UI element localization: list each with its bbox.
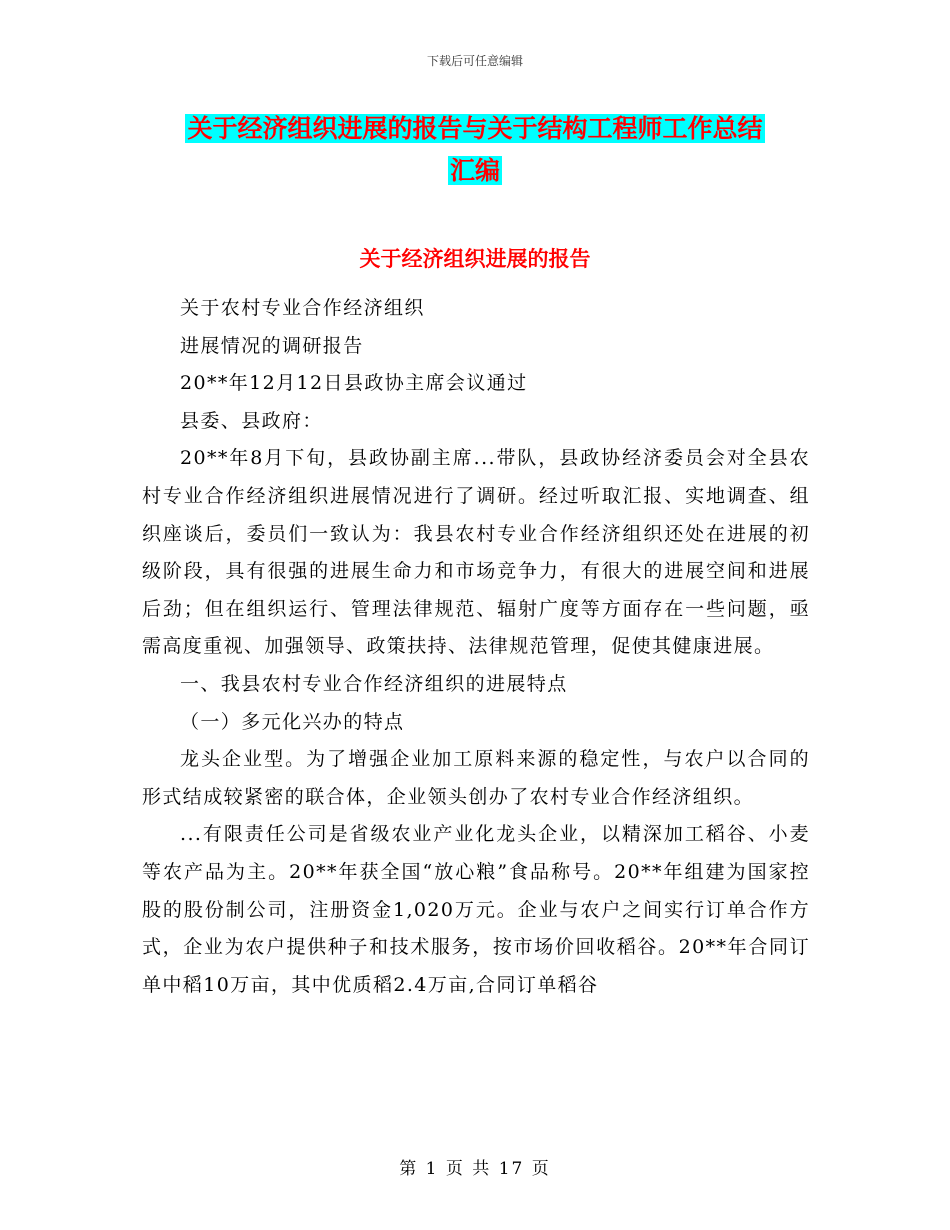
paragraph: 20**年8月下旬，县政协副主席...带队，县政协经济委员会对全县农村专业合作经济组织进展情况进行了调研。经过听取汇报、实地调查、组织座谈后，委员们一致认为：我县农村专业合作经济组织还处在进展的初级阶段，具有很强的进展生命力和市场竞争力，有很大的进展空间和进展后劲；但在组织运行、管理法律规范、辐射广度等方面存在一些问题，亟需高度重视、加强领导、政策扶持、法律规范管理，促使其健康进展。	[142, 447, 810, 658]
document-title-line-1: 关于经济组织进展的报告与关于结构工程师工作总结	[187, 114, 763, 143]
paragraph: 县委、县政府：	[180, 409, 323, 432]
page-header-note: 下载后可任意编辑	[426, 54, 523, 68]
paragraph: 进展情况的调研报告	[180, 334, 364, 357]
paragraph: 20**年12月12日县政协主席会议通过	[180, 372, 528, 395]
paragraph: 一、我县农村专业合作经济组织的进展特点	[180, 672, 568, 695]
page-number-footer: 第 1 页 共 17 页	[399, 1159, 551, 1179]
document-title-line-2: 汇编	[449, 156, 500, 185]
paragraph: （一）多元化兴办的特点	[180, 710, 405, 733]
section-title: 关于经济组织进展的报告	[359, 246, 591, 271]
document-title	[0, 108, 950, 192]
paragraph: 龙头企业型。为了增强企业加工原料来源的稳定性，与农户以合同的形式结成较紧密的联合体，企业领头创办了农村专业合作经济组织。	[142, 748, 810, 808]
document-body	[142, 290, 810, 1004]
paragraph: 关于农村专业合作经济组织	[180, 297, 425, 319]
paragraph: ...有限责任公司是省级农业产业化龙头企业，以精深加工稻谷、小麦等农产品为主。20**年获全国“放心粮”食品称号。20**年组建为国家控股的股份制公司，注册资金1,020万元。企业与农户之间实行订单合作方式，企业为农户提供种子和技术服务，按市场价回收稻谷。20**年合同订单中稻10万亩，其中优质稻2.4万亩,合同订单稻谷	[142, 823, 810, 996]
